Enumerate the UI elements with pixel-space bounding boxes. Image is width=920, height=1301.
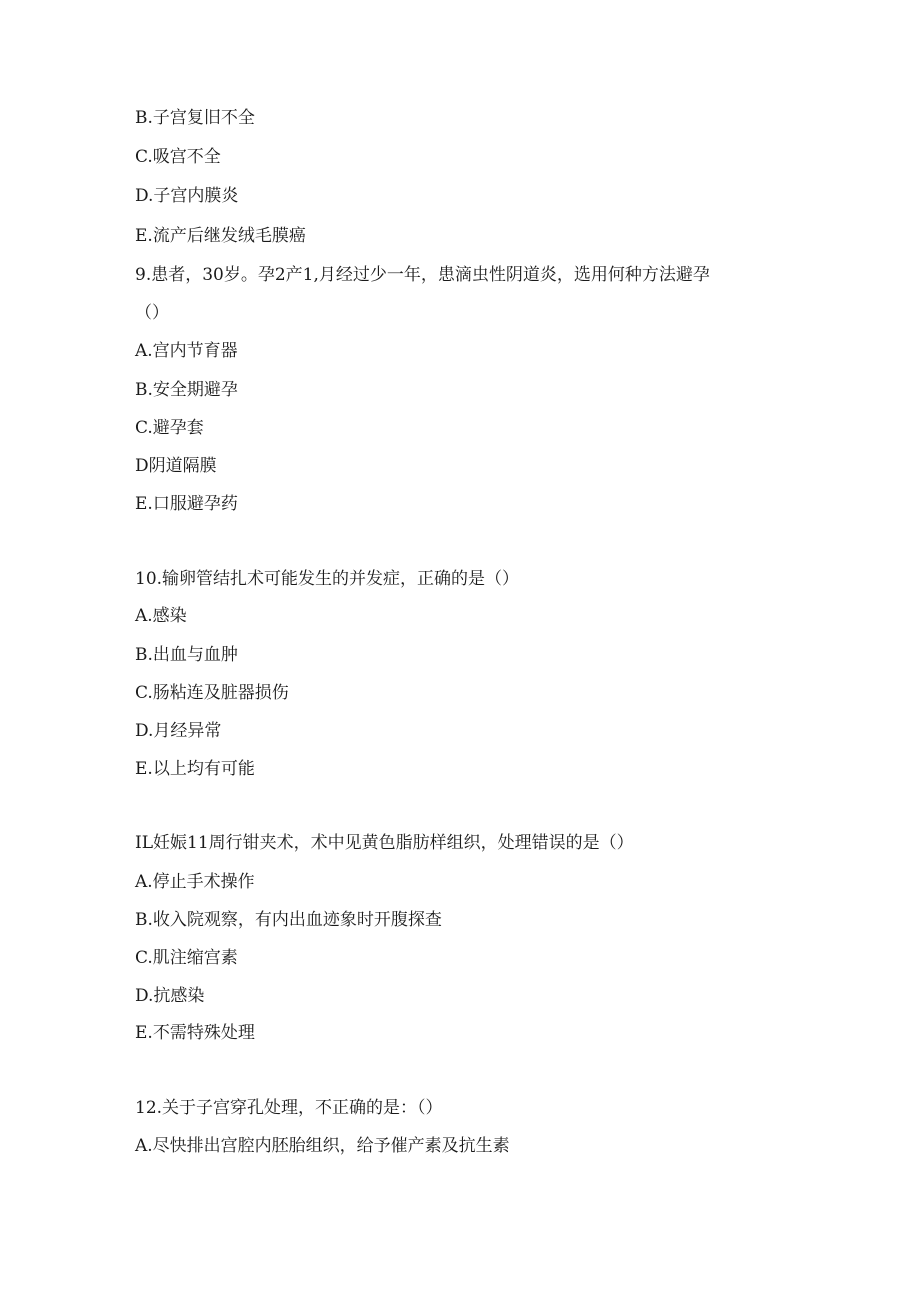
option-e-q9: E.口服避孕药 <box>135 494 238 514</box>
option-d-q11: D.抗感染 <box>135 986 205 1006</box>
option-c-q10: C.肠粘连及脏器损伤 <box>135 683 289 703</box>
option-b-q9: B.安全期避孕 <box>135 380 238 400</box>
question-9-blank: （） <box>135 303 169 323</box>
option-a-q12: A.尽快排出宫腔内胚胎组织，给予催产素及抗生素 <box>135 1136 510 1156</box>
question-11: IL妊娠11周行钳夹术，术中见黄色脂肪样组织，处理错误的是（） <box>135 833 634 853</box>
option-b-q8: B.子宫复旧不全 <box>135 108 255 128</box>
option-b-q10: B.出血与血肿 <box>135 645 238 665</box>
option-a-q9: A.宫内节育器 <box>135 341 238 361</box>
option-d-q9: D阴道隔膜 <box>135 456 217 476</box>
question-10: 10.输卵管结扎术可能发生的并发症，正确的是（） <box>135 569 520 589</box>
option-d-q10: D.月经异常 <box>135 721 222 741</box>
question-12: 12.关于子宫穿孔处理，不正确的是：（） <box>135 1098 443 1118</box>
option-e-q11: E.不需特殊处理 <box>135 1023 255 1043</box>
option-c-q9: C.避孕套 <box>135 418 204 438</box>
option-c-q8: C.吸宫不全 <box>135 147 221 167</box>
option-a-q11: A.停止手术操作 <box>135 872 255 892</box>
option-c-q11: C.肌注缩宫素 <box>135 948 238 968</box>
option-b-q11: B.收入院观察，有内出血迹象时开腹探查 <box>135 910 442 930</box>
option-a-q10: A.感染 <box>135 606 187 626</box>
option-d-q8: D.子宫内膜炎 <box>135 186 239 206</box>
question-9: 9.患者，30岁。孕2产1,月经过少一年，患滴虫性阴道炎，选用何种方法避孕 <box>135 265 710 285</box>
option-e-q8: E.流产后继发绒毛膜癌 <box>135 226 306 246</box>
option-e-q10: E.以上均有可能 <box>135 759 255 779</box>
